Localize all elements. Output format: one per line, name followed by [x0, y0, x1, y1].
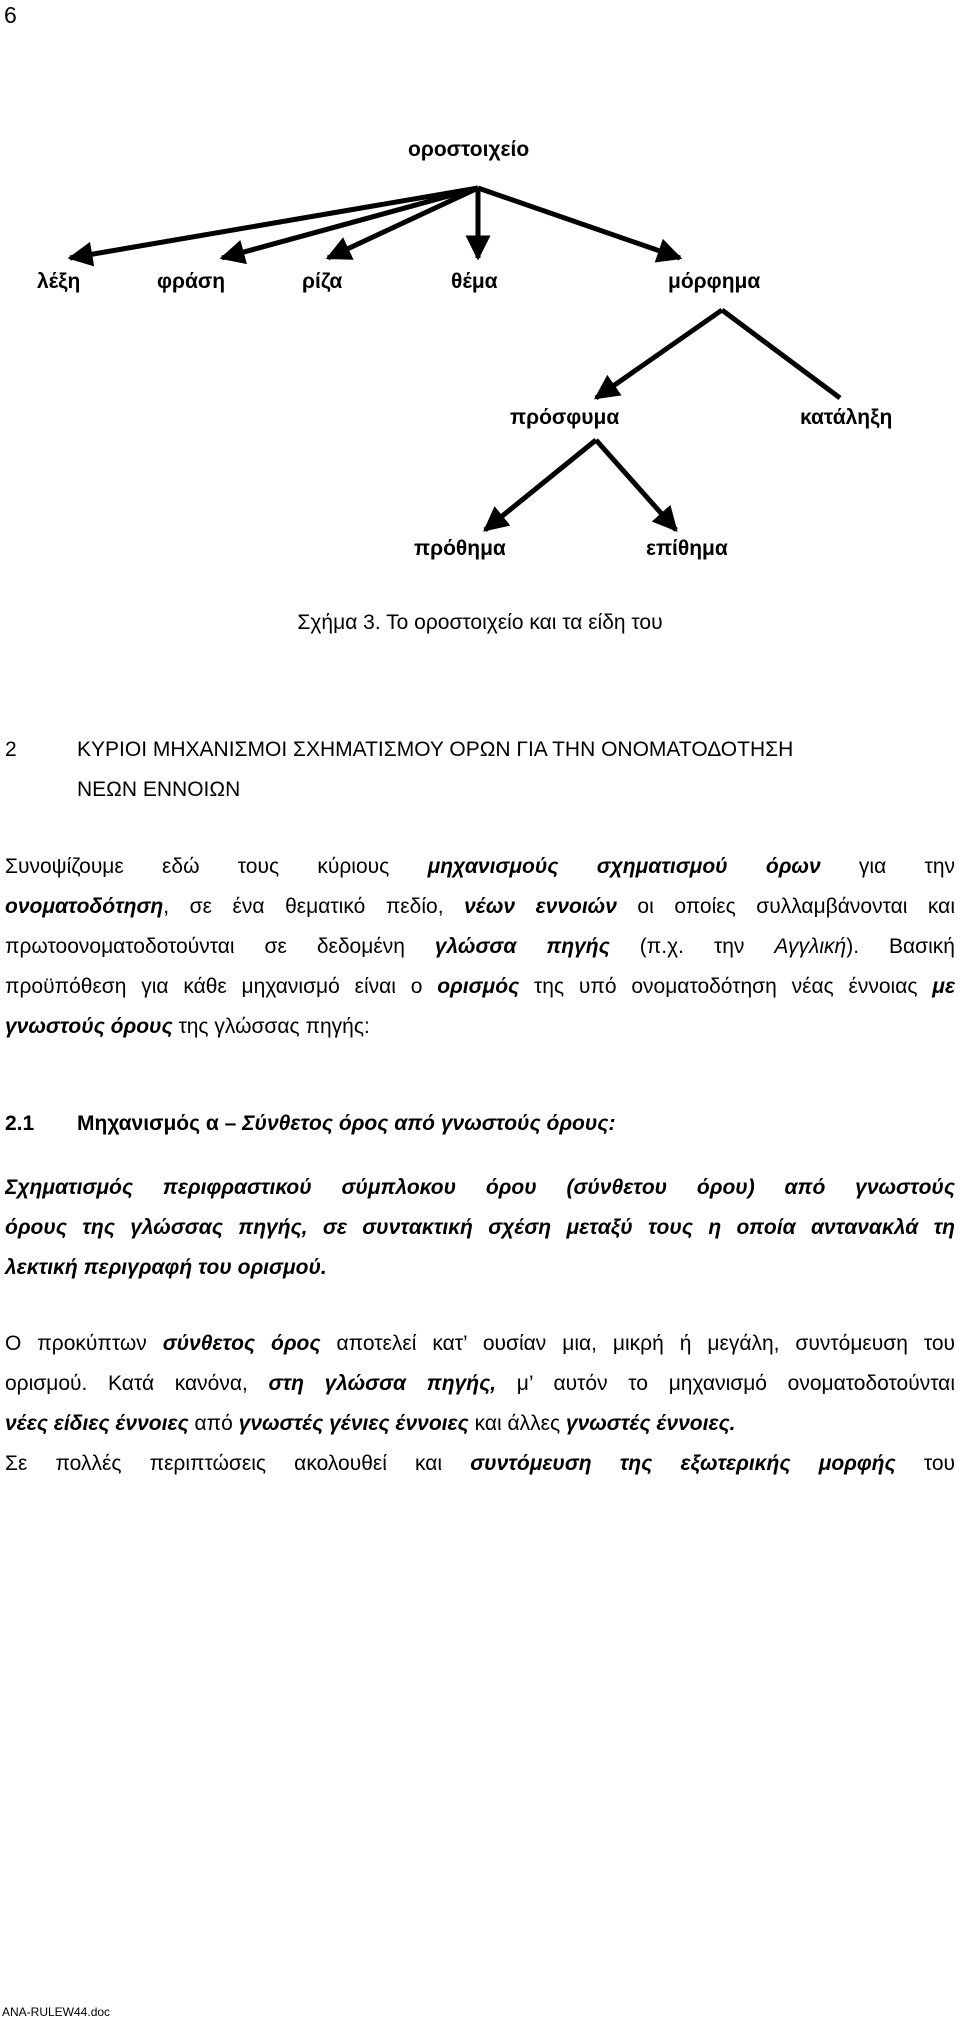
line: ορισμού. Κατά κανόνα, στη γλώσσα πηγής, μ’ αυτόν το μηχανισμό ονοματοδοτούνται	[5, 1372, 955, 1395]
node-prosfyma: πρόσφυμα	[510, 406, 620, 429]
line: νέες είδιες έννοιες από γνωστές γένιες έννοιες και άλλες γνωστές έννοιες.	[5, 1412, 736, 1435]
node-riza: ρίζα	[302, 270, 343, 293]
node-morfima: μόρφημα	[668, 270, 761, 293]
node-lexi: λέξη	[37, 270, 81, 293]
line: προϋπόθεση για κάθε μηχανισμό είναι ο ορισμός της υπό ονοματοδότηση νέας έννοιας με	[5, 975, 955, 998]
page-number: 6	[4, 2, 17, 28]
line: όρους της γλώσσας πηγής, σε συντακτική σχέση μεταξύ τους η οποία αντανακλά τη	[5, 1216, 955, 1239]
line: γνωστούς όρους της γλώσσας πηγής:	[5, 1015, 370, 1038]
subsection-heading	[5, 1112, 615, 1136]
figure-caption: Σχήμα 3. Το οροστοιχείο και τα είδη του	[297, 611, 663, 634]
section-number: 2	[5, 738, 17, 761]
edge-morfima-prosfyma	[596, 310, 722, 398]
subsection-number: 2.1	[5, 1112, 35, 1135]
node-prothima: πρόθημα	[414, 537, 506, 560]
edge-root-lexi	[70, 188, 478, 258]
line: Σχηματισμός περιφραστικού σύμπλοκου όρου (σύνθετου όρου) από γνωστούς	[5, 1176, 955, 1199]
line: πρωτοονοματοδοτούνται σε δεδομένη γλώσσα πηγής (π.χ. την Αγγλική). Βασική	[5, 935, 955, 958]
line: ονοματοδότηση, σε ένα θεματικό πεδίο, νέων εννοιών οι οποίες συλλαμβάνονται και	[5, 895, 955, 918]
node-thema: θέμα	[451, 270, 498, 293]
definition-paragraph	[5, 1168, 955, 1288]
line: Ο προκύπτων σύνθετος όρος αποτελεί κατ’ ουσίαν μια, μικρή ή μεγάλη, συντόμευση του	[5, 1332, 955, 1355]
line: λεκτική περιγραφή του ορισμού.	[5, 1256, 327, 1279]
line: Σε πολλές περιπτώσεις ακολουθεί και συντόμευση της εξωτερικής μορφής του	[5, 1452, 955, 1475]
subsection-title: Σύνθετος όρος από γνωστούς όρους:	[242, 1112, 616, 1135]
line: Συνοψίζουμε εδώ τους κύριους μηχανισμούς σχηματισμού όρων για την	[5, 855, 955, 878]
footer-filename: ANA-RULEW44.doc	[2, 2005, 111, 2019]
node-epithima: επίθημα	[646, 537, 728, 560]
section-title-line2: ΝΕΩΝ ΕΝΝΟΙΩΝ	[77, 778, 241, 801]
section-title-line1: ΚΥΡΙΟΙ ΜΗΧΑΝΙΣΜΟΙ ΣΧΗΜΑΤΙΣΜΟΥ ΟΡΩΝ ΓΙΑ ΤΗΝ ΟΝΟΜΑΤΟΔΟΤΗΣΗ	[77, 738, 794, 761]
intro-paragraph	[5, 847, 955, 1047]
edge-morfima-katalixi	[722, 310, 840, 398]
node-katalixi: κατάληξη	[800, 406, 893, 429]
edge-root-morfima	[478, 188, 680, 258]
edge-prosfyma-epithima	[596, 440, 676, 530]
subsection-label: Μηχανισμός α –	[77, 1112, 243, 1135]
body-paragraph	[5, 1324, 955, 1484]
edge-prosfyma-prothima	[485, 440, 596, 530]
section-heading	[5, 730, 793, 810]
node-root: οροστοιχείο	[408, 138, 530, 161]
node-frasi: φράση	[157, 270, 226, 293]
